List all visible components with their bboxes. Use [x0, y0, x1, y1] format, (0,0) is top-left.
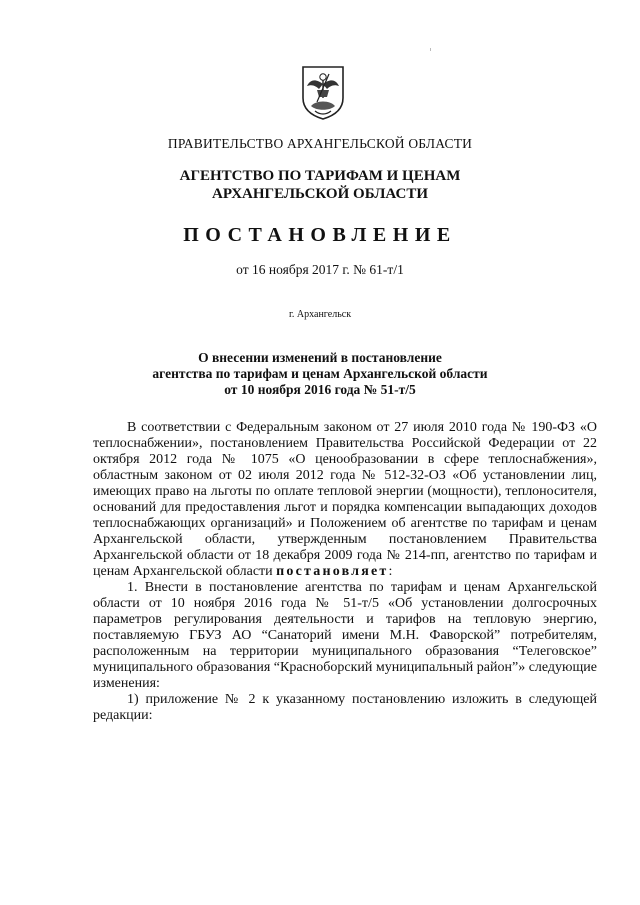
document-subject — [0, 350, 640, 398]
agency-name — [0, 167, 640, 203]
subclause-1-paragraph: 1) приложение № 2 к указанному постановлению изложить в следующей редакции: — [93, 692, 597, 723]
document-body — [93, 420, 597, 724]
coat-of-arms-icon — [300, 64, 346, 120]
document-city: г. Архангельск — [288, 309, 352, 320]
clause-1-paragraph: 1. Внести в постановление агентства по тарифам и ценам Архангельской области от 10 ноября 2016 года № 51-т/5 «Об установлении долгосрочных параметров регулирования деятельности и тарифов на тепловую энергию, поставляемую ГБУЗ АО “Санаторий имени М.Н. Фаворской” потребителям, расположенным на территории муниципального образования “Телеговское” муниципального образования “Красноборский муниципальный район”» следующие изменения: — [93, 580, 597, 691]
document-type: ПОСТАНОВЛЕНИЕ — [183, 224, 457, 246]
scan-mark — [430, 48, 431, 51]
government-name: ПРАВИТЕЛЬСТВО АРХАНГЕЛЬСКОЙ ОБЛАСТИ — [167, 136, 473, 151]
subject-line2: агентства по тарифам и ценам Архангельской области — [152, 366, 488, 381]
document-date-number: от 16 ноября 2017 г. № 61-т/1 — [236, 262, 404, 277]
subject-line3: от 10 ноября 2016 года № 51-т/5 — [224, 382, 416, 397]
decree-word: постановляет — [276, 564, 389, 579]
preamble-end: : — [388, 564, 393, 579]
preamble-text: В соответствии с Федеральным законом от 27 июля 2010 года № 190-ФЗ «О теплоснабжении», постановлением Правительства Российской Федерации от 22 октября 2012 года № 1075 «О ценообразовании в сфере теплоснабжения», областным законом от 02 июля 2012 года № 512-32-ОЗ «Об установлении лиц, имеющих право на льготы по оплате тепловой энергии (мощности), теплоносителя, оснований для предоставления льгот и порядка компенсации выпадающих доходов теплоснабжающих организаций» и Положением об агентстве по тарифам и ценам Архангельской области, утвержденным постановлением Правительства Архангельской области от 18 декабря 2009 года № 214-пп, агентство по тарифам и ценам Архангельской области — [93, 420, 597, 579]
agency-name-line2: АРХАНГЕЛЬСКОЙ ОБЛАСТИ — [212, 186, 428, 202]
agency-name-line1: АГЕНТСТВО ПО ТАРИФАМ И ЦЕНАМ — [179, 168, 461, 184]
preamble-paragraph — [93, 420, 597, 580]
subject-line1: О внесении изменений в постановление — [198, 350, 442, 365]
